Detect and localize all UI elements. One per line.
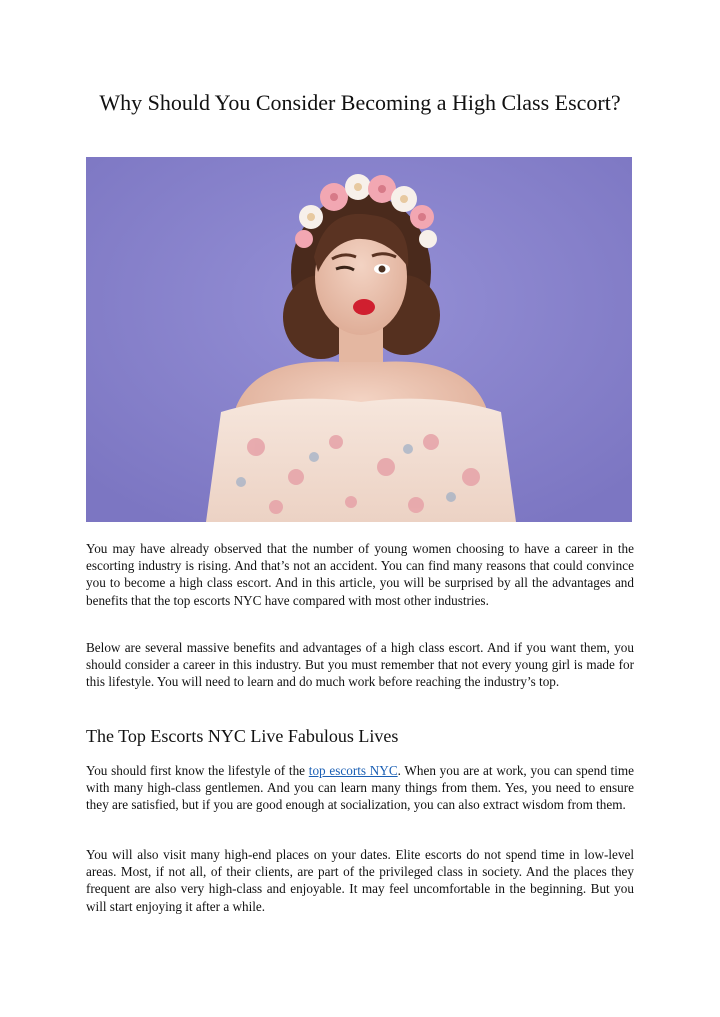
hero-image xyxy=(86,157,632,522)
top-escorts-nyc-link[interactable]: top escorts NYC xyxy=(308,763,398,778)
lifestyle-text-after-link: . When you are at work, you can spend time with many high-class gentlemen. And you can learn many things from them. Yes, you need to ensure they are satisfied, but if you are good enough at socialization, you can also extract wisdom from them. xyxy=(86,763,634,813)
intro-paragraph: You may have already observed that the number of young women choosing to have a career in the escorting industry is rising. And that’s not an accident. You can find many reasons that could convince you to become a high class escort. And in this article, you will be surprised by all the advantages and benefits that the top escorts NYC have compared with most other industries. xyxy=(86,541,634,608)
section-heading: The Top Escorts NYC Live Fabulous Lives xyxy=(86,726,399,746)
benefits-paragraph: Below are several massive benefits and advantages of a high class escort. And if you want them, you should consider a career in this industry. But you must remember that not every young girl is made for this lifestyle. You will need to learn and do much work before reaching the industry’s top. xyxy=(86,640,634,690)
high-end-places-paragraph: You will also visit many high-end places on your dates. Elite escorts do not spend time in low-level areas. Most, if not all, of their clients, are part of the privileged class in society. And the places they frequent are also very high-class and enjoyable. It may feel uncomfortable in the beginning. But you will start enjoying it after a while. xyxy=(86,847,634,914)
document-title: Why Should You Consider Becoming a High Class Escort? xyxy=(99,90,621,115)
lifestyle-text-before-link: You should first know the lifestyle of the xyxy=(86,763,309,778)
portrait-photo-icon xyxy=(86,157,632,522)
lifestyle-paragraph xyxy=(86,762,634,814)
